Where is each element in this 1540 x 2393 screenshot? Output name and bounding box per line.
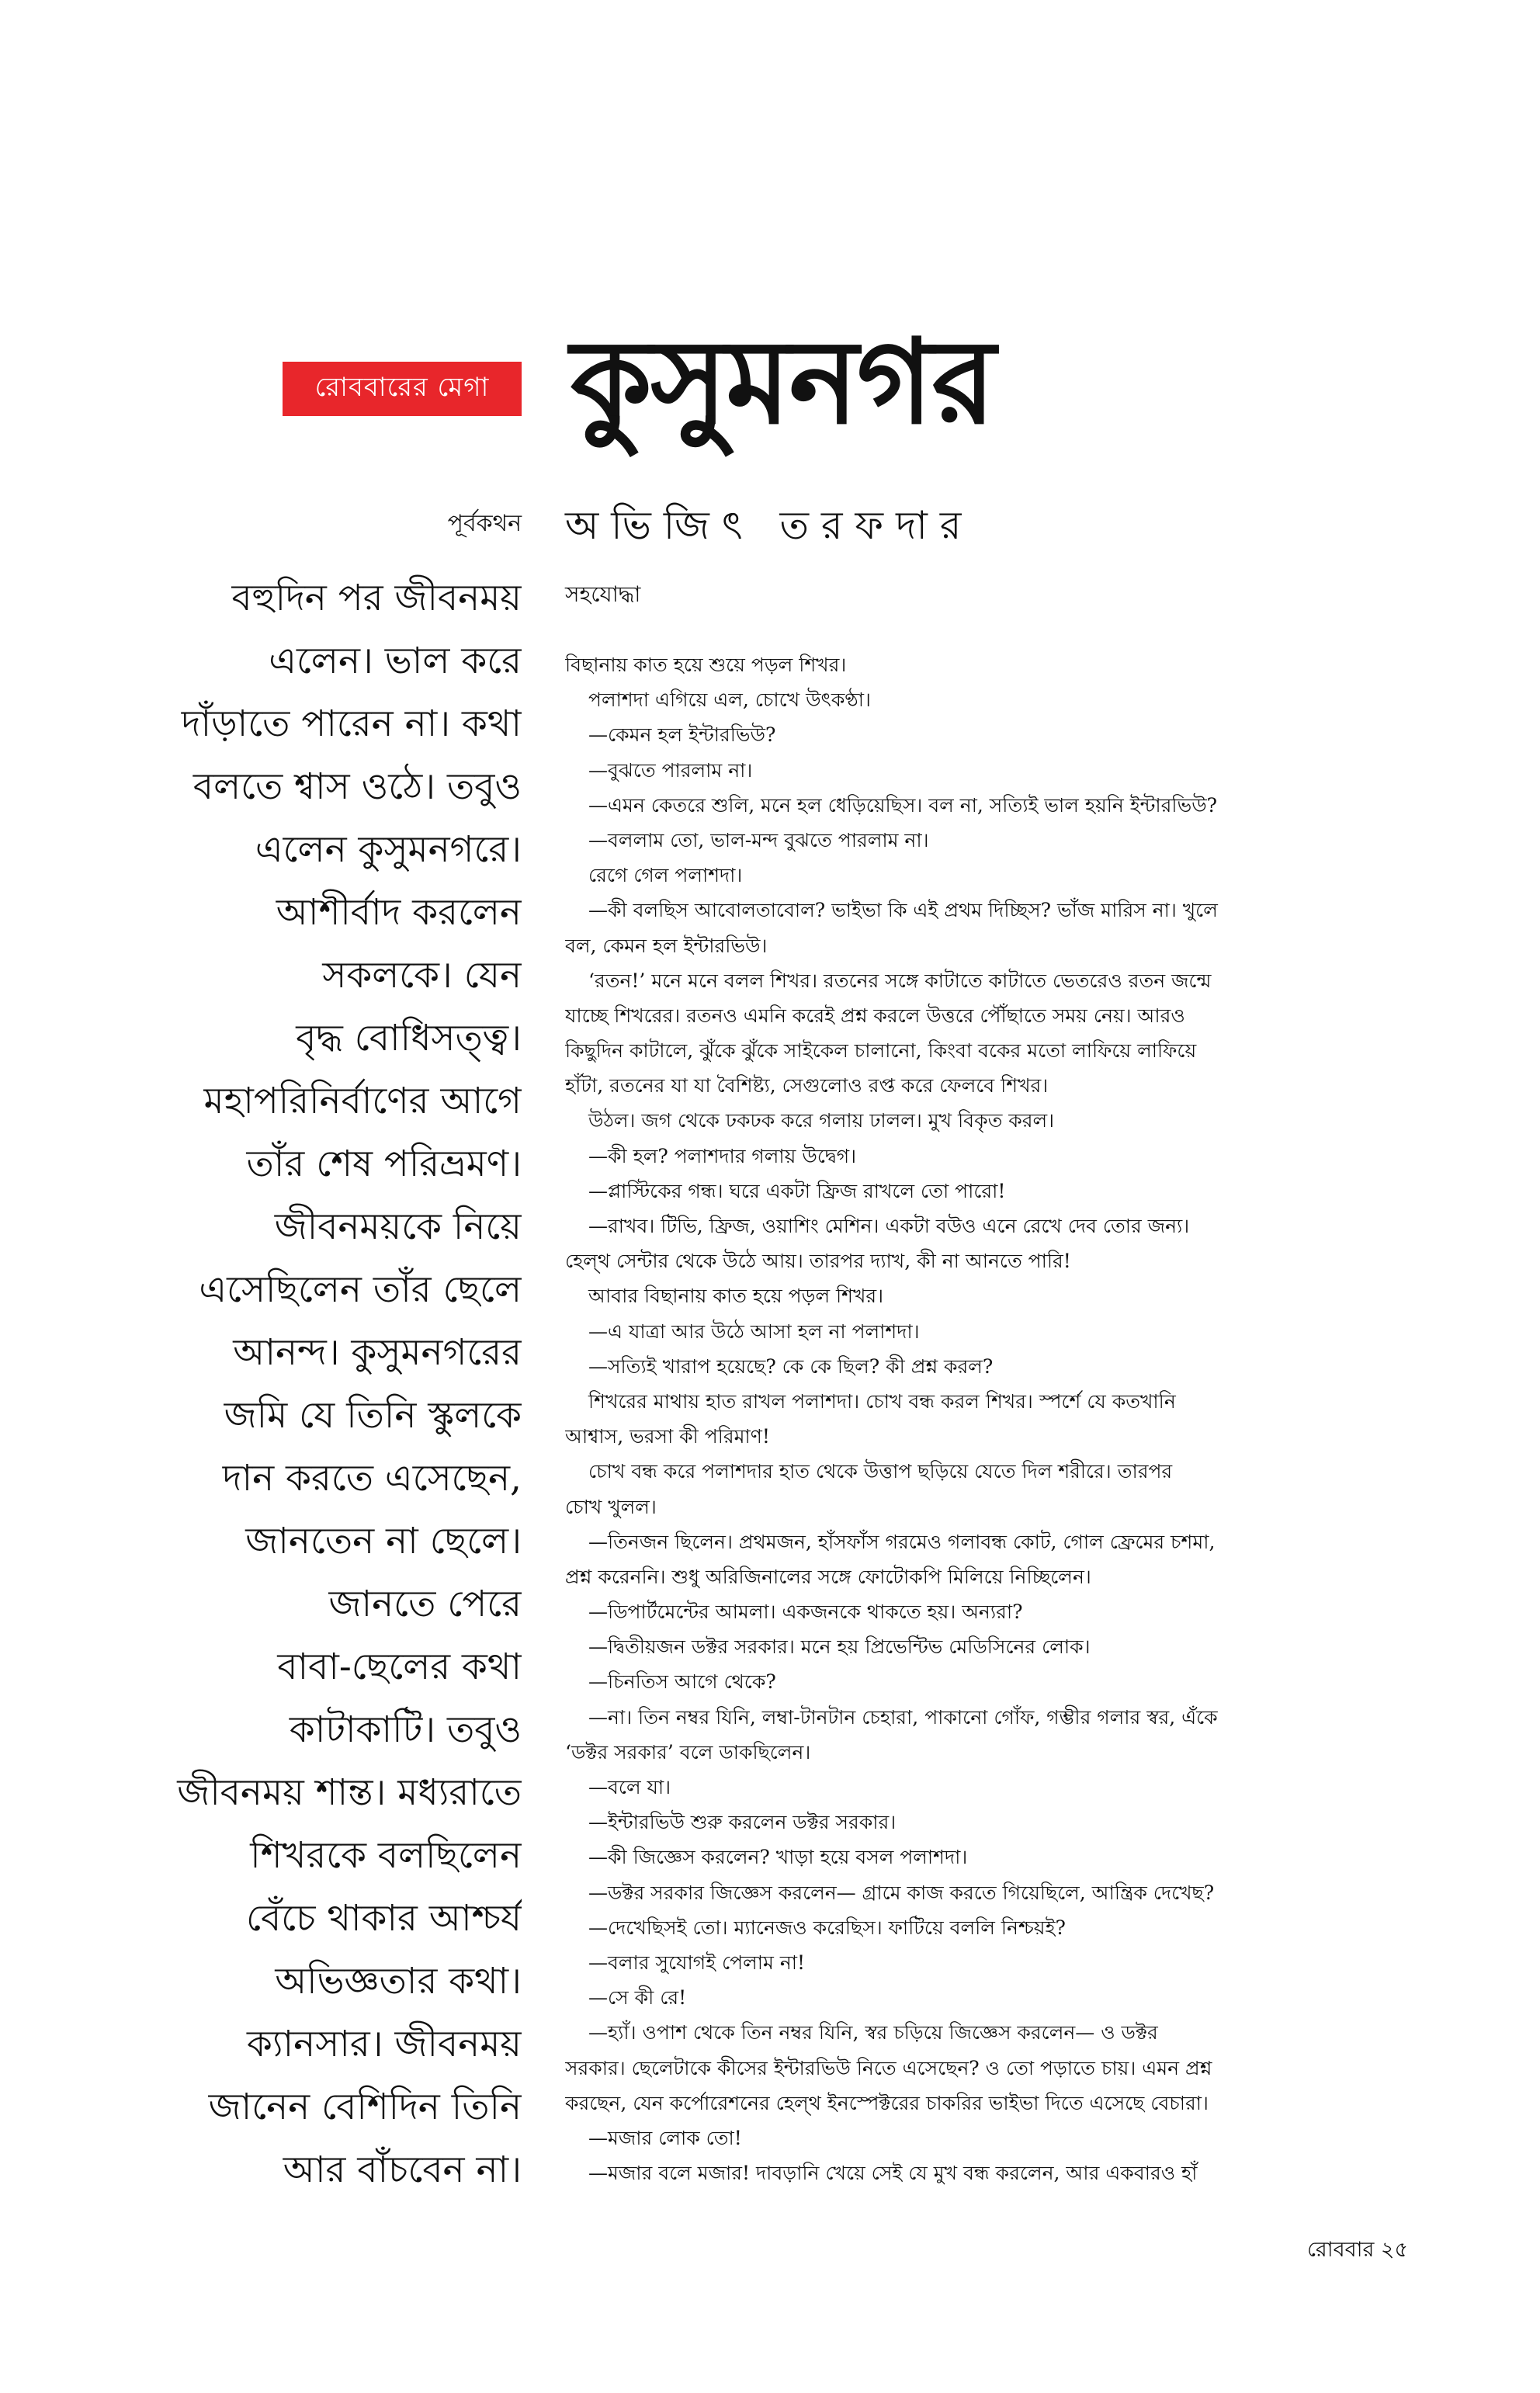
- story-line: —বলে যা।: [588, 1776, 671, 1798]
- prologue-line: এসেছিলেন তাঁর ছেলে: [199, 1268, 522, 1311]
- story-line: —সে কী রে!: [588, 1986, 687, 2010]
- story-line: —কী হল? পলাশদার গলায় উদ্বেগ।: [588, 1144, 857, 1167]
- story-line: ‘ডক্টর সরকার’ বলে ডাকছিলেন।: [565, 1740, 811, 1764]
- prologue-line: আর বাঁচবেন না।: [283, 2148, 522, 2191]
- story-line: আশ্বাস, ভরসা কী পরিমাণ!: [565, 1425, 770, 1448]
- story-line: —মজার বলে মজার! দাবড়ানি খেয়ে সেই যে মুখ বন্ধ করলেন, আর একবারও হাঁ: [588, 2162, 1198, 2185]
- story-line: চোখ বন্ধ করে পলাশদার হাত থেকে উত্তাপ ছড়িয়ে যেতে দিল শরীরে। তারপর: [588, 1460, 1173, 1483]
- story-line: বিছানায় কাত হয়ে শুয়ে পড়ল শিখর।: [565, 654, 847, 676]
- prologue-line: দান করতে এসেছেন,: [222, 1457, 522, 1500]
- story-line: —কী বলছিস আবোলতাবোল? ভাইভা কি এই প্রথম দিচ্ছিস? ভাঁজ মারিস না। খুলে: [588, 899, 1218, 922]
- story-line: —সত্যিই খারাপ হয়েছে? কে কে ছিল? কী প্রশ্ন করল?: [588, 1354, 994, 1378]
- story-line: ‘রতন!’ মনে মনে বলল শিখর। রতনের সঙ্গে কাটাতে কাটাতে ভেতরেও রতন জন্মে: [588, 969, 1212, 992]
- prologue-line: আশীর্বাদ করলেন: [276, 891, 522, 934]
- prologue-line: জানতেন না ছেলে।: [245, 1520, 522, 1562]
- prologue-line: কাটাকাটি। তবুও: [289, 1708, 522, 1751]
- prologue-line: ক্যানসার। জীবনময়: [247, 2023, 522, 2065]
- prologue-line: বলতে শ্বাস ওঠে। তবুও: [192, 765, 522, 808]
- prologue-line: জমি যে তিনি স্কুলকে: [224, 1394, 522, 1437]
- story-line: —বললাম তো, ভাল-মন্দ বুঝতে পারলাম না।: [588, 828, 929, 851]
- story-line: —প্লাস্টিকের গন্ধ। ঘরে একটা ফ্রিজ রাখলে তো পারো!: [588, 1179, 1006, 1202]
- story-line: —ডিপার্টমেন্টের আমলা। একজনকে থাকতে হয়। অন্যরা?: [588, 1601, 1023, 1624]
- mega-badge: রোববারের মেগা: [283, 362, 522, 416]
- prologue-line: জীবনময়কে নিয়ে: [274, 1205, 522, 1248]
- prologue-line: এলেন। ভাল করে: [269, 640, 522, 682]
- prologue-line: জীবনময় শান্ত। মধ্যরাতে: [177, 1771, 522, 1814]
- story-title: কুসুমনগর: [571, 314, 994, 450]
- prologue-label: পূর্বকথন: [447, 510, 522, 537]
- prologue-line: জানতে পেরে: [328, 1583, 522, 1625]
- story-line: —মজার লোক তো!: [588, 2126, 742, 2149]
- story-line: —তিনজন ছিলেন। প্রথমজন, হাঁসফাঁস গরমেও গলাবন্ধ কোট, গোল ফ্রেমের চশমা,: [588, 1530, 1216, 1553]
- story-line: —এমন কেতরে শুলি, মনে হল ধেড়িয়েছিস। বল না, সত্যিই ভাল হয়নি ইন্টারভিউ?: [588, 793, 1218, 817]
- prologue-column: [109, 567, 522, 2201]
- page-folio: রোববার ২৫: [1306, 2238, 1408, 2262]
- story-body: [565, 647, 1393, 2190]
- prologue-line: অভিজ্ঞতার কথা।: [275, 1960, 522, 2003]
- story-line: পলাশদা এগিয়ে এল, চোখে উৎকণ্ঠা।: [588, 688, 871, 712]
- prologue-line: সকলকে। যেন: [322, 954, 522, 997]
- prologue-line: বাবা-ছেলের কথা: [277, 1646, 522, 1688]
- story-line: —এ যাত্রা আর উঠে আসা হল না পলাশদা।: [588, 1320, 920, 1343]
- story-line: —ডক্টর সরকার জিজ্ঞেস করলেন— গ্রামে কাজ করতে গিয়েছিলে, আন্ত্রিক দেখেছ?: [588, 1881, 1215, 1904]
- story-line: —চিনতিস আগে থেকে?: [588, 1670, 776, 1694]
- prologue-line: মহাপরিনির্বাণের আগে: [203, 1080, 522, 1122]
- prologue-line: জানেন বেশিদিন তিনি: [208, 2086, 522, 2128]
- story-line: —হ্যাঁ। ওপাশ থেকে তিন নম্বর যিনি, স্বর চড়িয়ে জিজ্ঞেস করলেন— ও ডক্টর: [588, 2021, 1158, 2044]
- story-line: বল, কেমন হল ইন্টারভিউ।: [565, 934, 768, 957]
- story-line: —দেখেছিসই তো। ম্যানেজও করেছিস। ফাটিয়ে বললি নিশ্চয়ই?: [588, 1916, 1066, 1939]
- story-line: —বলার সুযোগই পেলাম না!: [588, 1951, 806, 1974]
- prologue-line: এলেন কুসুমনগরে।: [255, 828, 522, 871]
- story-line: —রাখব। টিভি, ফ্রিজ, ওয়াশিং মেশিন। একটা বউও এনে রেখে দেব তোর জন্য।: [588, 1215, 1190, 1237]
- prologue-line: আনন্দ। কুসুমনগরের: [233, 1331, 522, 1374]
- story-line: কিছুদিন কাটালে, ঝুঁকে ঝুঁকে সাইকেল চালানো, কিংবা বকের মতো লাফিয়ে লাফিয়ে: [565, 1039, 1197, 1063]
- prologue-line: বৃদ্ধ বোধিসত্ত্ব।: [296, 1017, 522, 1060]
- story-line: —না। তিন নম্বর যিনি, লম্বা-টানটান চেহারা, পাকানো গোঁফ, গম্ভীর গলার স্বর, এঁকে: [588, 1705, 1218, 1729]
- story-line: রেগে গেল পলাশদা।: [588, 864, 743, 887]
- story-line: চোখ খুলল।: [565, 1495, 657, 1518]
- story-line: —বুঝতে পারলাম না।: [588, 758, 753, 782]
- story-line: উঠল। জগ থেকে ঢকঢক করে গলায় ঢালল। মুখ বিকৃত করল।: [588, 1109, 1055, 1132]
- chapter-heading: সহযোদ্ধা: [565, 581, 641, 607]
- story-line: প্রশ্ন করেননি। শুধু অরিজিনালের সঙ্গে ফোটোকপি মিলিয়ে নিচ্ছিলেন।: [565, 1565, 1091, 1588]
- prologue-line: বেঁচে থাকার আশ্চর্য: [246, 1897, 522, 1940]
- story-line: —ইন্টারভিউ শুরু করলেন ডক্টর সরকার।: [588, 1811, 897, 1834]
- prologue-line: দাঁড়াতে পারেন না। কথা: [181, 702, 522, 745]
- story-line: —কী জিজ্ঞেস করলেন? খাড়া হয়ে বসল পলাশদা।: [588, 1846, 968, 1869]
- story-line: যাচ্ছে শিখরের। রতনও এমনি করেই প্রশ্ন করলে উত্তরে পৌঁছাতে সময় নেয়। আরও: [565, 1004, 1185, 1027]
- story-line: —দ্বিতীয়জন ডক্টর সরকার। মনে হয় প্রিভেন্টিভ মেডিসিনের লোক।: [588, 1635, 1091, 1659]
- prologue-line: বহুদিন পর জীবনময়: [231, 577, 522, 619]
- prologue-line: শিখরকে বলছিলেন: [250, 1834, 522, 1877]
- story-line: হেল্‌থ সেন্টার থেকে উঠে আয়। তারপর দ্যাখ, কী না আনতে পারি!: [565, 1250, 1071, 1273]
- story-line: হাঁটা, রতনের যা যা বৈশিষ্ট্য, সেগুলোও রপ্ত করে ফেলবে শিখর।: [565, 1074, 1049, 1098]
- prologue-line: তাঁর শেষ পরিভ্রমণ।: [246, 1143, 522, 1185]
- story-line: —কেমন হল ইন্টারভিউ?: [588, 723, 776, 747]
- story-line: শিখরের মাথায় হাত রাখল পলাশদা। চোখ বন্ধ করল শিখর। স্পর্শে যে কতখানি: [588, 1389, 1176, 1413]
- author-name: অভিজিৎ তরফদার: [565, 503, 974, 548]
- story-line: আবার বিছানায় কাত হয়ে পড়ল শিখর।: [588, 1285, 884, 1308]
- story-line: সরকার। ছেলেটাকে কীসের ইন্টারভিউ নিতে এসেছেন? ও তো পড়াতে চায়। এমন প্রশ্ন: [565, 2056, 1212, 2079]
- story-line: করছেন, যেন কর্পোরেশনের হেল্‌থ ইনস্পেক্টরের চাকরির ভাইভা দিতে এসেছে বেচারা।: [565, 2091, 1209, 2114]
